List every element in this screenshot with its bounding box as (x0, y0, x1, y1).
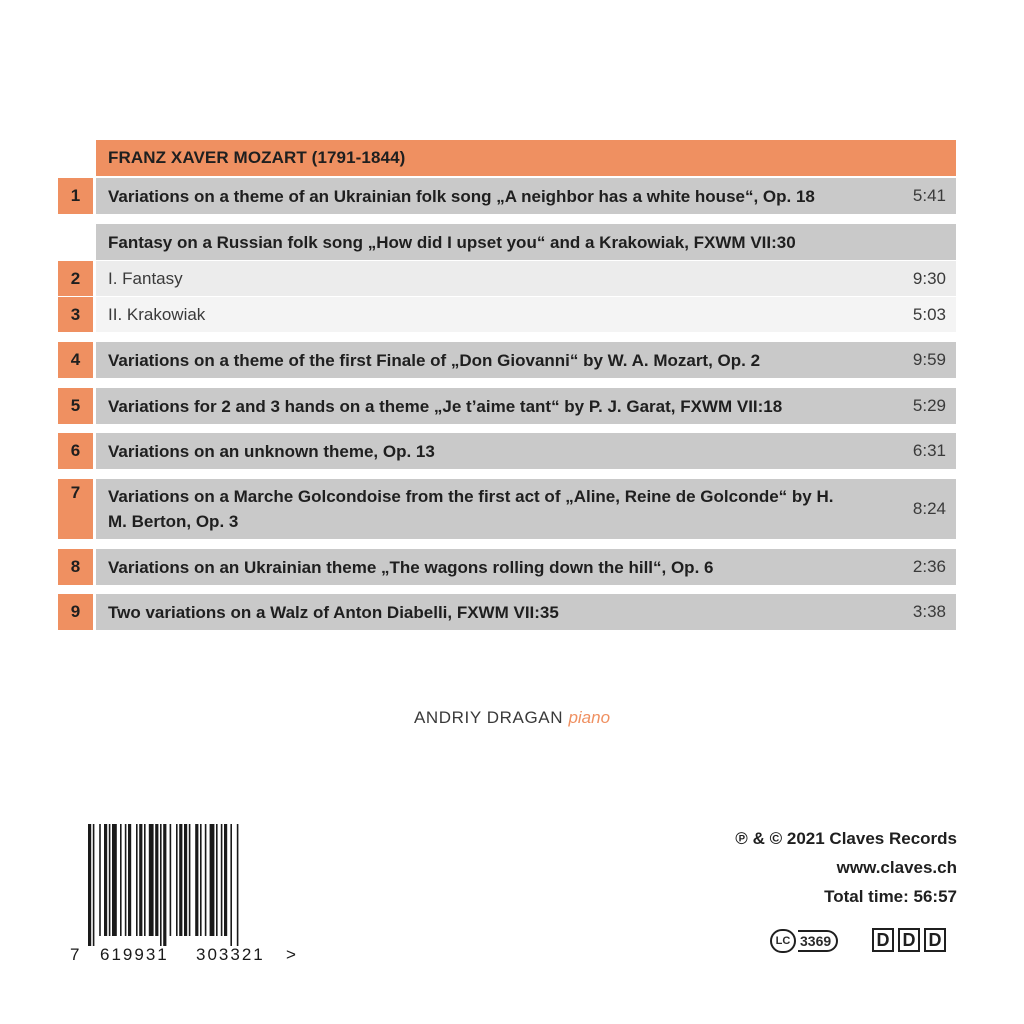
track-row[interactable] (58, 261, 956, 296)
barcode-digits-right: 303321 (196, 945, 265, 964)
barcode-bar (104, 824, 107, 936)
track-number: 8 (58, 549, 93, 585)
barcode-bar (210, 824, 215, 936)
recording-code-letter: D (924, 928, 946, 952)
barcode-bar (230, 824, 232, 946)
track-duration: 3:38 (912, 602, 946, 621)
barcode-bar (125, 824, 127, 936)
track-row[interactable] (58, 479, 956, 539)
barcode-bar (237, 824, 239, 946)
track-row[interactable] (58, 342, 956, 378)
performer-name: ANDRIY DRAGAN (413, 708, 564, 727)
track-duration: 9:59 (912, 350, 946, 369)
label-code-prefix: LC (770, 929, 796, 953)
track-row[interactable] (58, 178, 956, 214)
work-heading-row (58, 224, 956, 260)
barcode-bar (179, 824, 182, 936)
track-row[interactable] (58, 594, 956, 630)
track-title: I. Fantasy (108, 269, 183, 288)
recording-code (872, 928, 946, 952)
track-number: 9 (58, 594, 93, 630)
copyright-line: ℗ & © 2021 Claves Records (735, 829, 957, 848)
barcode-bar (139, 824, 142, 936)
track-duration: 5:41 (912, 186, 946, 205)
recording-code-letter: D (872, 928, 894, 952)
barcode-bar (224, 824, 227, 936)
track-title: Variations on a Marche Golcondoise from the first act of „Aline, Reine de Golconde“ by H. M. Berton, Op. 3 (108, 487, 834, 531)
barcode-bar (200, 824, 202, 936)
track-row[interactable] (58, 297, 956, 332)
track-number: 2 (58, 261, 93, 296)
barcode-bar (99, 824, 101, 936)
barcode (66, 820, 306, 965)
track-title: Variations on a theme of an Ukrainian folk song „A neighbor has a white house“, Op. 18 (108, 186, 815, 206)
performer-instrument: piano (568, 708, 611, 727)
website-link[interactable]: www.claves.ch (836, 858, 957, 877)
track-title: Variations on an unknown theme, Op. 13 (108, 441, 435, 461)
barcode-bar (160, 824, 162, 946)
barcode-bar (144, 824, 146, 936)
barcode-bar (109, 824, 111, 936)
barcode-bar (216, 824, 218, 936)
label-credits (735, 824, 957, 911)
recording-code-letter: D (898, 928, 920, 952)
barcode-bar (195, 824, 198, 936)
track-title: Variations for 2 and 3 hands on a theme „Je t’aime tant“ by P. J. Garat, FXWM VII:18 (108, 396, 783, 416)
track-title: II. Krakowiak (108, 305, 206, 324)
track-title: Two variations on a Walz of Anton Diabelli, FXWM VII:35 (108, 602, 559, 622)
track-duration: 5:03 (912, 304, 946, 324)
barcode-bar (221, 824, 223, 936)
track-row[interactable] (58, 549, 956, 585)
barcode-bar (163, 824, 166, 946)
work-heading: Fantasy on a Russian folk song „How did I upset you“ and a Krakowiak, FXWM VII:30 (108, 232, 796, 252)
barcode-bar (205, 824, 207, 936)
barcode-bar (136, 824, 138, 936)
track-row[interactable] (58, 433, 956, 469)
barcode-bar (112, 824, 117, 936)
track-duration: 6:31 (912, 441, 946, 460)
composer-header (96, 140, 956, 176)
barcode-bar (170, 824, 172, 936)
barcode-digit-arrow: > (286, 945, 296, 964)
barcode-bar (120, 824, 122, 936)
track-title: Variations on a theme of the first Finale of „Don Giovanni“ by W. A. Mozart, Op. 2 (108, 350, 761, 370)
total-time: Total time: 56:57 (824, 887, 957, 906)
track-number: 5 (58, 388, 93, 424)
track-row[interactable] (58, 388, 956, 424)
track-number: 4 (58, 342, 93, 378)
track-number: 3 (58, 297, 93, 332)
barcode-bar (88, 824, 91, 946)
barcode-bar (176, 824, 178, 936)
label-code-logo (770, 928, 844, 954)
track-duration: 9:30 (912, 268, 946, 288)
composer-name: FRANZ XAVER MOZART (1791-1844) (108, 148, 406, 167)
track-duration: 2:36 (912, 557, 946, 576)
track-duration: 5:29 (912, 396, 946, 415)
barcode-bar (155, 824, 158, 936)
track-number: 1 (58, 178, 93, 214)
barcode-bar (149, 824, 154, 936)
barcode-digit-first: 7 (70, 945, 80, 964)
barcode-digits-left: 619931 (100, 945, 169, 964)
track-duration: 8:24 (912, 499, 946, 518)
barcode-bar (128, 824, 131, 936)
barcode-bar (189, 824, 191, 936)
track-title: Variations on an Ukrainian theme „The wagons rolling down the hill“, Op. 6 (108, 557, 714, 577)
barcode-bar (93, 824, 95, 946)
track-number: 7 (58, 479, 93, 539)
label-code-number: 3369 (798, 930, 838, 952)
barcode-bar (184, 824, 187, 936)
performer-credit (0, 708, 1024, 728)
track-number: 6 (58, 433, 93, 469)
